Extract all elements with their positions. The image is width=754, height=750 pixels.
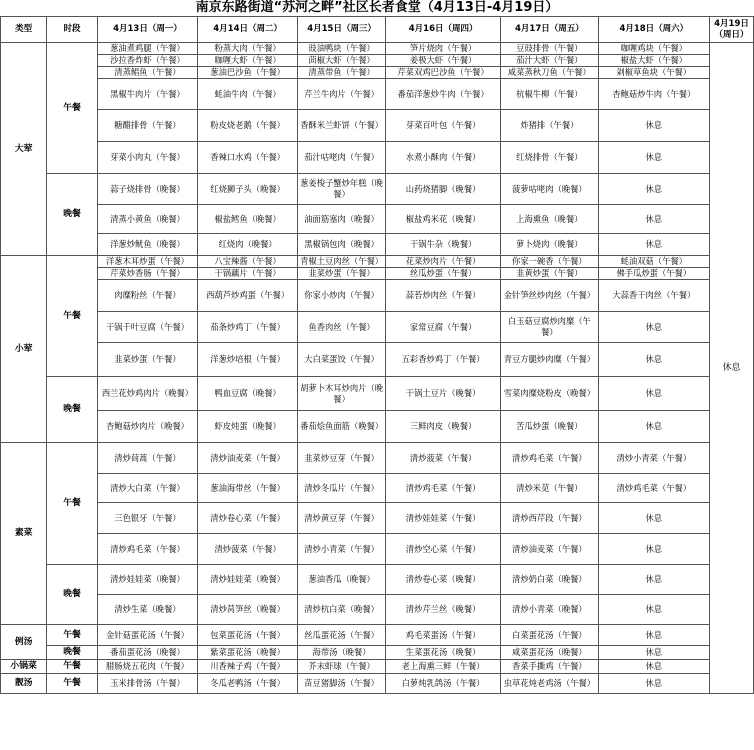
meal-slot-cell: 午餐 bbox=[47, 660, 98, 674]
meal-slot-cell: 午餐 bbox=[47, 674, 98, 694]
dish-cell: 韭菜炒蛋（午餐） bbox=[298, 268, 386, 280]
dish-cell: 沙拉香炸虾（午餐） bbox=[97, 55, 197, 67]
dish-cell: 清炒黄豆芽（午餐） bbox=[298, 503, 386, 534]
dish-cell: 丝瓜蛋花汤（午餐） bbox=[298, 625, 386, 646]
dish-cell: 花菜炒肉片（午餐） bbox=[386, 256, 501, 268]
dish-cell: 糖醋排骨（午餐） bbox=[97, 110, 197, 142]
dish-cell: 芽菜小肉丸（午餐） bbox=[97, 142, 197, 174]
dish-cell: 清炒卷心菜（晚餐） bbox=[386, 565, 501, 595]
dish-cell: 清炒卷心菜（午餐） bbox=[198, 503, 298, 534]
dish-cell: 番茄蛋花汤（晚餐） bbox=[97, 646, 197, 660]
dish-cell: 休息 bbox=[598, 312, 709, 343]
dish-cell: 葱油巴沙鱼（午餐） bbox=[198, 67, 298, 79]
dish-cell: 蒜苔炒肉丝（午餐） bbox=[386, 280, 501, 312]
dish-cell: 椒盐大虾（午餐） bbox=[598, 55, 709, 67]
dish-cell: 金针笋丝炒肉丝（午餐） bbox=[501, 280, 599, 312]
dish-cell: 清炒菠菜（午餐） bbox=[386, 443, 501, 474]
dish-cell: 清炒娃娃菜（午餐） bbox=[386, 503, 501, 534]
dish-cell: 香菜手撕鸡（午餐） bbox=[501, 660, 599, 674]
dish-cell: 香辣口水鸡（午餐） bbox=[198, 142, 298, 174]
table-row bbox=[1, 443, 754, 474]
dish-cell: 茄汁咕咾肉（午餐） bbox=[298, 142, 386, 174]
sunday-cell: 休息 bbox=[710, 43, 754, 694]
table-row bbox=[1, 377, 754, 411]
table-row bbox=[1, 595, 754, 625]
dish-cell: 粉蒸大肉（午餐） bbox=[198, 43, 298, 55]
dish-cell: 番茄烩鱼面筋（晚餐） bbox=[298, 411, 386, 443]
dish-cell: 黑椒锅包肉（晚餐） bbox=[298, 234, 386, 256]
dish-cell: 清炒小青菜（午餐） bbox=[298, 534, 386, 565]
category-cell: 素菜 bbox=[1, 443, 47, 625]
dish-cell: 腊肠烧五花肉（午餐） bbox=[97, 660, 197, 674]
meal-slot-cell: 晚餐 bbox=[47, 565, 98, 625]
dish-cell: 清炒空心菜（午餐） bbox=[386, 534, 501, 565]
dish-cell: 芥末虾球（午餐） bbox=[298, 660, 386, 674]
dish-cell: 休息 bbox=[598, 174, 709, 205]
dish-cell: 清炒生菜（晚餐） bbox=[97, 595, 197, 625]
meal-slot-cell: 晚餐 bbox=[47, 646, 98, 660]
dish-cell: 干锅牛杂（晚餐） bbox=[386, 234, 501, 256]
column-header: 4月13日（周一） bbox=[97, 17, 197, 43]
dish-cell: 包菜蛋花汤（午餐） bbox=[198, 625, 298, 646]
dish-cell: 椒盐鳕鱼（晚餐） bbox=[198, 205, 298, 234]
dish-cell: 清炒娃娃菜（晚餐） bbox=[97, 565, 197, 595]
dish-cell: 家常豆腐（午餐） bbox=[386, 312, 501, 343]
dish-cell: 清炒冬瓜片（午餐） bbox=[298, 474, 386, 503]
dish-cell: 蒜子烧排骨（晚餐） bbox=[97, 174, 197, 205]
dish-cell: 杏鲍菇炒牛肉（午餐） bbox=[598, 79, 709, 110]
dish-cell: 炸猪排（午餐） bbox=[501, 110, 599, 142]
dish-cell: 清炒杭白菜（晚餐） bbox=[298, 595, 386, 625]
dish-cell: 清炒鸡毛菜（午餐） bbox=[501, 443, 599, 474]
dish-cell: 休息 bbox=[598, 674, 709, 694]
category-cell: 小荤 bbox=[1, 256, 47, 443]
dish-cell: 清炒小青菜（午餐） bbox=[598, 443, 709, 474]
dish-cell: 蚝油双菇（午餐） bbox=[598, 256, 709, 268]
dish-cell: 红烧肉（晚餐） bbox=[198, 234, 298, 256]
dish-cell: 清炒小青菜（晚餐） bbox=[501, 595, 599, 625]
dish-cell: 休息 bbox=[598, 565, 709, 595]
dish-cell: 油面筋塞肉（晚餐） bbox=[298, 205, 386, 234]
column-header: 4月16日（周四） bbox=[386, 17, 501, 43]
column-header: 4月18日（周六） bbox=[598, 17, 709, 43]
dish-cell: 清炒娃娃菜（晚餐） bbox=[198, 565, 298, 595]
dish-cell: 芹兰牛肉片（午餐） bbox=[298, 79, 386, 110]
meal-slot-cell: 午餐 bbox=[47, 443, 98, 565]
dish-cell: 川香辣子鸡（午餐） bbox=[198, 660, 298, 674]
dish-cell: 清炒西芹段（午餐） bbox=[501, 503, 599, 534]
dish-cell: 萝卜烧肉（晚餐） bbox=[501, 234, 599, 256]
dish-cell: 紫菜蛋花汤（晚餐） bbox=[198, 646, 298, 660]
dish-cell: 休息 bbox=[598, 595, 709, 625]
dish-cell: 清蒸带鱼（午餐） bbox=[298, 67, 386, 79]
dish-cell: 清炒莴笋丝（晚餐） bbox=[198, 595, 298, 625]
dish-cell: 葱油海带丝（午餐） bbox=[198, 474, 298, 503]
dish-cell: 海带汤（晚餐） bbox=[298, 646, 386, 660]
table-row bbox=[1, 174, 754, 205]
dish-cell: 剁椒草鱼块（午餐） bbox=[598, 67, 709, 79]
dish-cell: 生菜蛋花汤（晚餐） bbox=[386, 646, 501, 660]
dish-cell: 休息 bbox=[598, 646, 709, 660]
dish-cell: 丝瓜炒蛋（午餐） bbox=[386, 268, 501, 280]
dish-cell: 胡萝卜木耳炒肉片（晚餐） bbox=[298, 377, 386, 411]
meal-slot-cell: 晚餐 bbox=[47, 174, 98, 256]
dish-cell: 韭黄炒蛋（午餐） bbox=[501, 268, 599, 280]
dish-cell: 休息 bbox=[598, 205, 709, 234]
category-cell: 例汤 bbox=[1, 625, 47, 660]
dish-cell: 休息 bbox=[598, 142, 709, 174]
dish-cell: 佛手瓜炒蛋（午餐） bbox=[598, 268, 709, 280]
dish-cell: 冬瓜老鸭汤（午餐） bbox=[198, 674, 298, 694]
dish-cell: 清炒油麦菜（午餐） bbox=[198, 443, 298, 474]
table-row bbox=[1, 43, 754, 55]
dish-cell: 上海熏鱼（晚餐） bbox=[501, 205, 599, 234]
dish-cell: 杏鲍菇炒肉片（晚餐） bbox=[97, 411, 197, 443]
dish-cell: 青椒土豆肉丝（午餐） bbox=[298, 256, 386, 268]
dish-cell: 韭菜炒蛋（午餐） bbox=[97, 343, 197, 377]
dish-cell: 休息 bbox=[598, 377, 709, 411]
dish-cell: 清炒米苋（午餐） bbox=[501, 474, 599, 503]
dish-cell: 青豆方腿炒肉糜（午餐） bbox=[501, 343, 599, 377]
column-header: 4月14日（周二） bbox=[198, 17, 298, 43]
table-row bbox=[1, 79, 754, 110]
dish-cell: 豉油鸭块（午餐） bbox=[298, 43, 386, 55]
table-row bbox=[1, 205, 754, 234]
meal-slot-cell: 晚餐 bbox=[47, 377, 98, 443]
dish-cell: 鸭血豆腐（晚餐） bbox=[198, 377, 298, 411]
dish-cell: 肉糜粉丝（午餐） bbox=[97, 280, 197, 312]
dish-cell: 红烧狮子头（晚餐） bbox=[198, 174, 298, 205]
dish-cell: 休息 bbox=[598, 503, 709, 534]
dish-cell: 西葫芦炒鸡蛋（午餐） bbox=[198, 280, 298, 312]
category-cell: 靓汤 bbox=[1, 674, 47, 694]
table-row bbox=[1, 142, 754, 174]
dish-cell: 八宝辣酱（午餐） bbox=[198, 256, 298, 268]
dish-cell: 咸菜蒸秋刀鱼（午餐） bbox=[501, 67, 599, 79]
dish-cell: 休息 bbox=[598, 234, 709, 256]
table-row bbox=[1, 674, 754, 694]
dish-cell: 三鲜肉皮（晚餐） bbox=[386, 411, 501, 443]
dish-cell: 老上海熏三鲜（午餐） bbox=[386, 660, 501, 674]
table-row bbox=[1, 474, 754, 503]
header-row bbox=[1, 17, 754, 43]
table-row bbox=[1, 660, 754, 674]
dish-cell: 葱油香瓜（晚餐） bbox=[298, 565, 386, 595]
dish-cell: 豆豉排骨（午餐） bbox=[501, 43, 599, 55]
column-header: 时段 bbox=[47, 17, 98, 43]
column-header: 4月19日（周日） bbox=[710, 17, 754, 43]
table-row bbox=[1, 256, 754, 268]
column-header: 类型 bbox=[1, 17, 47, 43]
dish-cell: 白菜蛋花汤（午餐） bbox=[501, 625, 599, 646]
dish-cell: 水煮小酥肉（午餐） bbox=[386, 142, 501, 174]
dish-cell: 苗豆猪脚汤（午餐） bbox=[298, 674, 386, 694]
dish-cell: 干锅千叶豆腐（午餐） bbox=[97, 312, 197, 343]
dish-cell: 鸡毛菜蛋汤（午餐） bbox=[386, 625, 501, 646]
dish-cell: 笋片烧肉（午餐） bbox=[386, 43, 501, 55]
dish-cell: 休息 bbox=[598, 110, 709, 142]
dish-cell: 菠萝咕咾肉（晚餐） bbox=[501, 174, 599, 205]
dish-cell: 香酥米兰虾饼（午餐） bbox=[298, 110, 386, 142]
dish-cell: 清炒奶白菜（晚餐） bbox=[501, 565, 599, 595]
dish-cell: 茄条炒鸡丁（午餐） bbox=[198, 312, 298, 343]
dish-cell: 清蒸小黄鱼（晚餐） bbox=[97, 205, 197, 234]
dish-cell: 苦瓜炒蛋（晚餐） bbox=[501, 411, 599, 443]
dish-cell: 西兰花炒鸡肉片（晚餐） bbox=[97, 377, 197, 411]
dish-cell: 红烧排骨（午餐） bbox=[501, 142, 599, 174]
meal-slot-cell: 午餐 bbox=[47, 43, 98, 174]
dish-cell: 休息 bbox=[598, 625, 709, 646]
dish-cell: 韭菜炒豆芽（午餐） bbox=[298, 443, 386, 474]
dish-cell: 鱼香肉丝（午餐） bbox=[298, 312, 386, 343]
dish-cell: 大蒜香干肉丝（午餐） bbox=[598, 280, 709, 312]
dish-cell: 洋葱木耳炒蛋（午餐） bbox=[97, 256, 197, 268]
dish-cell: 葱姜梭子蟹炒年糕（晚餐） bbox=[298, 174, 386, 205]
dish-cell: 清炒鸡毛菜（午餐） bbox=[598, 474, 709, 503]
menu-table bbox=[0, 16, 754, 694]
dish-cell: 芽菜百叶包（午餐） bbox=[386, 110, 501, 142]
meal-slot-cell: 午餐 bbox=[47, 625, 98, 646]
table-row bbox=[1, 67, 754, 79]
table-row bbox=[1, 110, 754, 142]
dish-cell: 白玉菇豆腐炒肉糜（午餐） bbox=[501, 312, 599, 343]
dish-cell: 休息 bbox=[598, 411, 709, 443]
dish-cell: 蚝油牛肉（午餐） bbox=[198, 79, 298, 110]
table-row bbox=[1, 411, 754, 443]
page-title: 南京东路街道“苏河之畔”社区长者食堂（4月13日-4月19日） bbox=[195, 0, 559, 15]
dish-cell: 芹菜双鸡巴沙鱼（午餐） bbox=[386, 67, 501, 79]
dish-cell: 清炒油麦菜（午餐） bbox=[501, 534, 599, 565]
category-cell: 小锅菜 bbox=[1, 660, 47, 674]
dish-cell: 虫草花炖老鸡汤（午餐） bbox=[501, 674, 599, 694]
dish-cell: 清炒茼蒿（午餐） bbox=[97, 443, 197, 474]
table-row bbox=[1, 234, 754, 256]
dish-cell: 山药烧猪脚（晚餐） bbox=[386, 174, 501, 205]
dish-cell: 休息 bbox=[598, 660, 709, 674]
dish-cell: 洋葱炒培根（午餐） bbox=[198, 343, 298, 377]
column-header: 4月17日（周五） bbox=[501, 17, 599, 43]
meal-slot-cell: 午餐 bbox=[47, 256, 98, 377]
table-row bbox=[1, 534, 754, 565]
table-row bbox=[1, 312, 754, 343]
dish-cell: 清炒大白菜（午餐） bbox=[97, 474, 197, 503]
dish-cell: 白萝炖乳鸽汤（午餐） bbox=[386, 674, 501, 694]
dish-cell: 咖喱大虾（午餐） bbox=[198, 55, 298, 67]
dish-cell: 咖喱鸡块（午餐） bbox=[598, 43, 709, 55]
column-header: 4月15日（周三） bbox=[298, 17, 386, 43]
dish-cell: 咸菜蛋花汤（晚餐） bbox=[501, 646, 599, 660]
dish-cell: 茄汁大虾（午餐） bbox=[501, 55, 599, 67]
dish-cell: 大白菜蛋饺（午餐） bbox=[298, 343, 386, 377]
dish-cell: 杭椒牛柳（午餐） bbox=[501, 79, 599, 110]
dish-cell: 粉皮烧老鹅（午餐） bbox=[198, 110, 298, 142]
dish-cell: 茴椒大虾（午餐） bbox=[298, 55, 386, 67]
dish-cell: 葱油煮鸡腿（午餐） bbox=[97, 43, 197, 55]
dish-cell: 清炒鸡毛菜（午餐） bbox=[386, 474, 501, 503]
dish-cell: 清炒芹兰丝（晚餐） bbox=[386, 595, 501, 625]
dish-cell: 五彩香炒鸡丁（午餐） bbox=[386, 343, 501, 377]
dish-cell: 清炒鸡毛菜（午餐） bbox=[97, 534, 197, 565]
table-row bbox=[1, 503, 754, 534]
dish-cell: 你家小炒肉（午餐） bbox=[298, 280, 386, 312]
dish-cell: 清炒菠菜（午餐） bbox=[198, 534, 298, 565]
dish-cell: 干锅藕片（午餐） bbox=[198, 268, 298, 280]
dish-cell: 清蒸鲳鱼（午餐） bbox=[97, 67, 197, 79]
dish-cell: 金针菇蛋花汤（午餐） bbox=[97, 625, 197, 646]
dish-cell: 你家一碗香（午餐） bbox=[501, 256, 599, 268]
dish-cell: 洋葱炒鱿鱼（晚餐） bbox=[97, 234, 197, 256]
dish-cell: 干锅土豆片（晚餐） bbox=[386, 377, 501, 411]
table-row bbox=[1, 280, 754, 312]
dish-cell: 三色银牙（午餐） bbox=[97, 503, 197, 534]
dish-cell: 玉米排骨汤（午餐） bbox=[97, 674, 197, 694]
dish-cell: 雪菜肉糜烧粉皮（晚餐） bbox=[501, 377, 599, 411]
category-cell: 大荤 bbox=[1, 43, 47, 256]
table-row bbox=[1, 565, 754, 595]
table-row bbox=[1, 268, 754, 280]
dish-cell: 休息 bbox=[598, 534, 709, 565]
table-row bbox=[1, 343, 754, 377]
dish-cell: 椒盐鸡米花（晚餐） bbox=[386, 205, 501, 234]
dish-cell: 黑椒牛肉片（午餐） bbox=[97, 79, 197, 110]
table-row bbox=[1, 55, 754, 67]
dish-cell: 虾皮炖蛋（晚餐） bbox=[198, 411, 298, 443]
dish-cell: 姜极大虾（午餐） bbox=[386, 55, 501, 67]
dish-cell: 芹菜炒香肠（午餐） bbox=[97, 268, 197, 280]
table-row bbox=[1, 646, 754, 660]
dish-cell: 番茄洋葱炒牛肉（午餐） bbox=[386, 79, 501, 110]
dish-cell: 休息 bbox=[598, 343, 709, 377]
table-row bbox=[1, 625, 754, 646]
